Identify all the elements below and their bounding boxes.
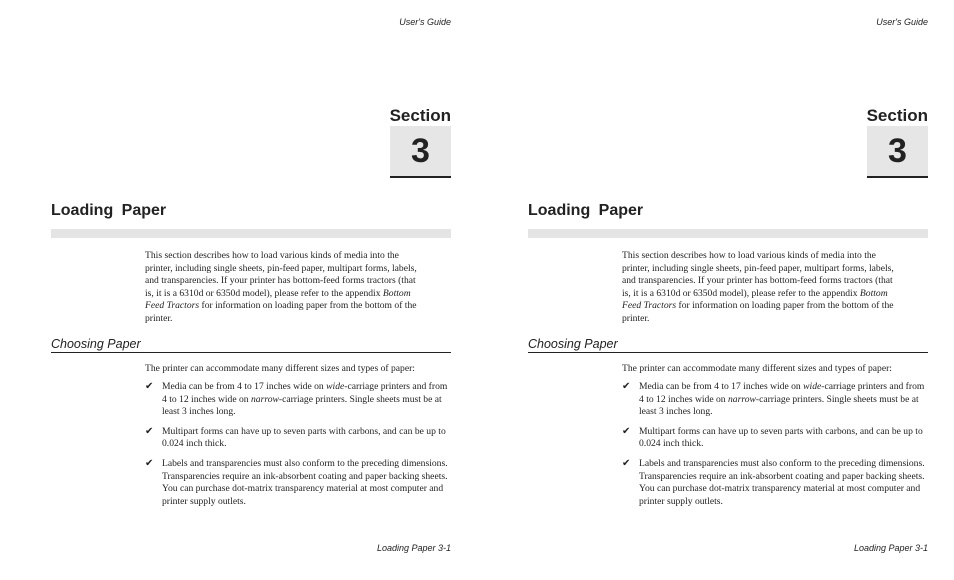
bullet-text: Multipart forms can have up to seven parts with carbons, and can be up to 0.024 inch thick.	[639, 425, 923, 450]
checkmark-icon: ✔	[145, 381, 154, 392]
bullet-text: -carriage printers and from 4 to 12 inches wide on	[639, 381, 925, 405]
running-header: User's Guide	[399, 17, 451, 27]
section-label: Section	[389, 106, 451, 125]
list-item	[622, 381, 928, 419]
chapter-title: Loading Paper	[528, 202, 644, 219]
title-rule-bar	[528, 229, 928, 238]
list-item	[145, 458, 451, 508]
intro-text-1: This section describes how to load various kinds of media into the printer, including single sheets, pin-feed paper, multipart forms, labels, and transparencies. If your printer has bottom-feed forms tractors (that is, it is a 6310d or 6350d model), please refer to the appendix	[622, 250, 894, 299]
checkmark-icon: ✔	[145, 425, 154, 437]
intro-text-2: for information on loading paper from the bottom of the printer.	[622, 300, 894, 324]
intro-text-1: This section describes how to load various kinds of media into the printer, including single sheets, pin-feed paper, multipart forms, labels, and transparencies. If your printer has bottom-feed forms tractors (that is, it is a 6310d or 6350d model), please refer to the appendix	[145, 250, 417, 299]
bullet-text: -carriage printers. Single sheets must be at least 3 inches long.	[639, 393, 919, 418]
intro-paragraph	[622, 250, 902, 326]
subheading: Choosing Paper	[528, 337, 928, 353]
list-item	[622, 426, 928, 451]
title-rule-bar	[51, 229, 451, 238]
bullet-text: Media can be from 4 to 17 inches wide on	[639, 381, 804, 392]
list-item	[622, 458, 928, 508]
bullet-emphasis: wide	[803, 381, 822, 392]
section-number: 3	[390, 126, 451, 178]
paper-requirements-list	[622, 381, 928, 515]
bullet-text: Media can be from 4 to 17 inches wide on	[162, 381, 327, 392]
bullet-text: Multipart forms can have up to seven parts with carbons, and can be up to 0.024 inch thick.	[162, 425, 446, 450]
page-footer: Loading Paper 3-1	[376, 543, 451, 553]
right-page	[528, 0, 928, 580]
subheading: Choosing Paper	[51, 337, 451, 353]
list-item	[145, 426, 451, 451]
chapter-title: Loading Paper	[51, 202, 167, 219]
intro-paragraph	[145, 250, 425, 326]
bullet-text: -carriage printers and from 4 to 12 inches wide on	[162, 381, 448, 405]
page-footer: Loading Paper 3-1	[853, 543, 928, 553]
section-label: Section	[866, 106, 928, 125]
checkmark-icon: ✔	[622, 381, 631, 392]
bullet-emphasis: narrow	[728, 393, 756, 405]
appendix-reference: Bottom Feed Tractors	[145, 287, 411, 312]
paper-requirements-list	[145, 381, 451, 515]
running-header: User's Guide	[876, 17, 928, 27]
intro-text-2: for information on loading paper from the bottom of the printer.	[145, 300, 417, 324]
lead-paragraph: The printer can accommodate many different sizes and types of paper:	[145, 363, 415, 374]
bullet-emphasis: wide	[326, 381, 345, 392]
section-number: 3	[867, 126, 928, 178]
bullet-text: Labels and transparencies must also conform to the preceding dimensions. Transparencies require an ink-absorbent coating and paper backing sheets. You can purchase dot-matrix transparency material at most computer and printer supply outlets.	[162, 457, 448, 507]
checkmark-icon: ✔	[622, 457, 631, 469]
checkmark-icon: ✔	[622, 425, 631, 437]
bullet-text: -carriage printers. Single sheets must be at least 3 inches long.	[162, 393, 442, 418]
bullet-emphasis: narrow	[251, 393, 279, 405]
left-page	[51, 0, 451, 580]
list-item	[145, 381, 451, 419]
lead-paragraph: The printer can accommodate many different sizes and types of paper:	[622, 363, 892, 374]
checkmark-icon: ✔	[145, 457, 154, 469]
bullet-text: Labels and transparencies must also conform to the preceding dimensions. Transparencies require an ink-absorbent coating and paper backing sheets. You can purchase dot-matrix transparency material at most computer and printer supply outlets.	[639, 457, 925, 507]
appendix-reference: Bottom Feed Tractors	[622, 287, 888, 312]
